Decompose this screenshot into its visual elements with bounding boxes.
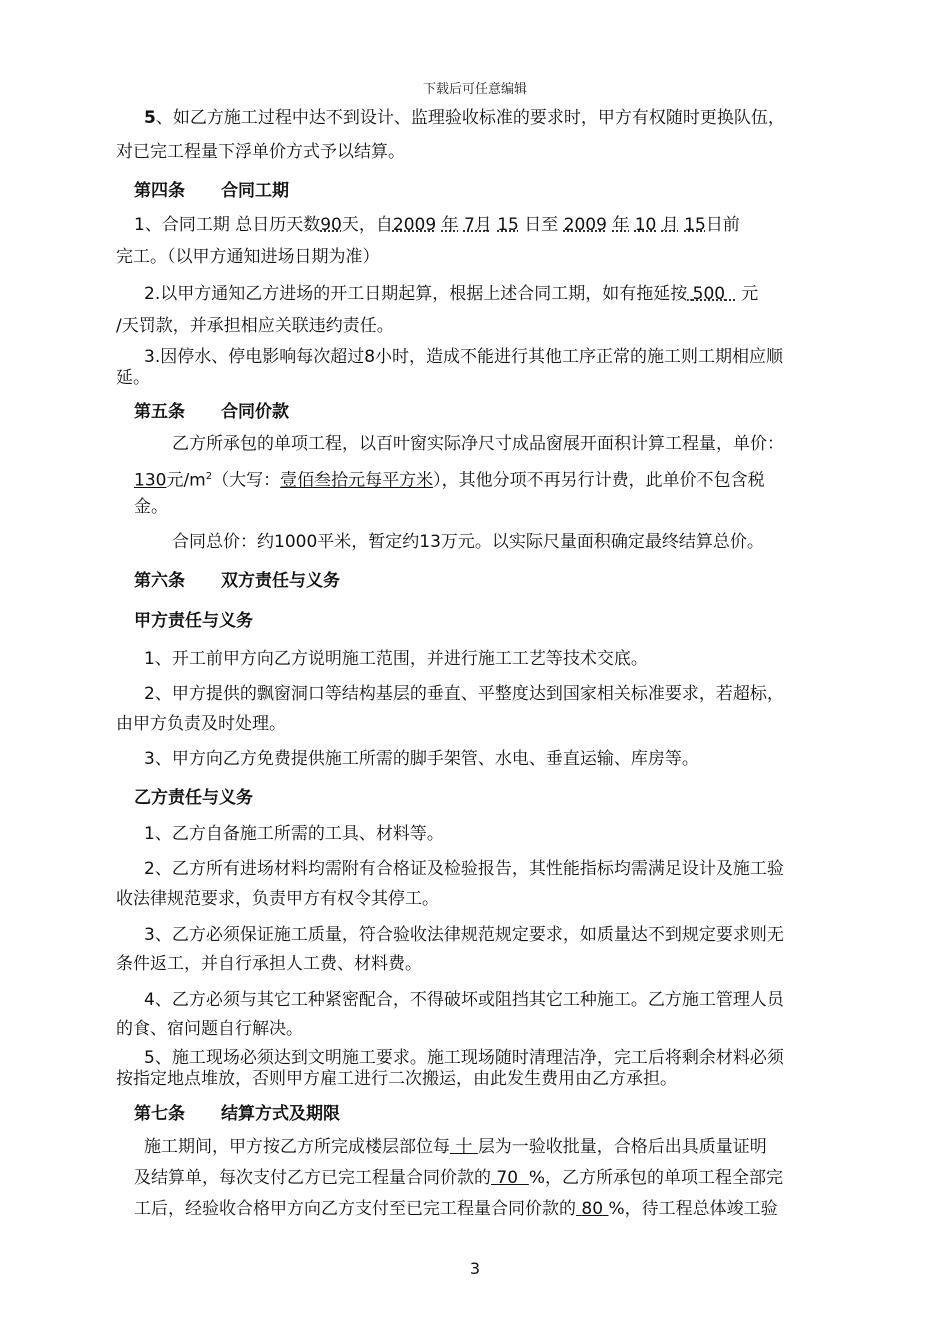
party-b-item-3-line-1: 3、乙方必须保证施工质量，符合验收法律规范规定要求，如质量达不到规定要求则无 <box>144 925 784 945</box>
start-month: 7月 <box>463 215 492 235</box>
payment-percent-1: 70 <box>496 1168 519 1188</box>
clause-5-line-2: 对已完工程量下浮单价方式予以结算。 <box>116 142 405 162</box>
party-b-item-4-line-1: 4、乙方必须与其它工种紧密配合，不得破坏或阻挡其它工种施工。乙方施工管理人员 <box>144 990 784 1010</box>
party-b-item-3-line-2: 条件返工，并自行承担人工费、材料费。 <box>116 954 422 974</box>
art7-line-2: 及结算单，每次支付乙方已完工程量合同价款的 70 %，乙方所承包的单项工程全部完 <box>134 1168 784 1188</box>
clause-5-number: 5 <box>144 108 156 128</box>
party-b-item-1: 1、乙方自备施工所需的工具、材料等。 <box>144 824 444 844</box>
payment-percent-2: 80 <box>581 1199 604 1219</box>
duration-days: 90 <box>320 215 342 235</box>
party-b-subheading: 乙方责任与义务 <box>134 788 253 808</box>
art4-item-2-line-2: /天罚款，并承担相应关联违约责任。 <box>116 316 394 336</box>
art4-item-1-line-1: 1、合同工期 总日历天数90天，自2009 年 7月 15 日至 2009 年 10 月 15日前 <box>134 215 740 235</box>
party-a-subheading: 甲方责任与义务 <box>134 611 253 631</box>
art4-item-1-line-2: 完工。（以甲方通知进场日期为准） <box>116 247 380 267</box>
art4-item-3-line-1: 3.因停水、停电影响每次超过8小时，造成不能进行其他工序正常的施工则工期相应顺 <box>144 347 784 367</box>
floors-per-batch: 十 <box>455 1137 473 1157</box>
art5-para-2: 合同总价：约1000平米，暂定约13万元。以实际尺量面积确定最终结算总价。 <box>172 532 764 552</box>
art4-item-3-line-2: 延。 <box>116 368 150 388</box>
party-b-item-5-line-2: 按指定地点堆放，否则甲方雇工进行二次搬运，由此发生费用由乙方承担。 <box>116 1069 677 1089</box>
art5-para-1-line-3: 金。 <box>134 497 168 517</box>
art5-para-1-line-2: 130元$/m^2$（大写：壹佰叁拾元每平方米），其他分项不再另行计费，此单价不包含税 <box>134 470 765 491</box>
unit-price-chinese: 壹佰叁拾元每平方米 <box>280 470 434 491</box>
art7-line-3: 工后，经验收合格甲方向乙方支付至已完工程量合同价款的 80 %，待工程总体竣工验 <box>134 1199 778 1219</box>
end-year: 2009 <box>563 215 607 235</box>
party-b-item-5-line-1: 5、施工现场必须达到文明施工要求。施工现场随时清理洁净，完工后将剩余材料必须 <box>144 1048 784 1068</box>
art4-item-2-line-1: 2.以甲方通知乙方进场的开工日期起算，根据上述合同工期，如有拖延按 500 元 <box>144 284 759 304</box>
party-b-item-2-line-1: 2、乙方所有进场材料均需附有合格证及检验报告，其性能指标均需满足设计及施工验 <box>144 859 784 879</box>
page-header: 下载后可任意编辑 <box>422 82 527 97</box>
end-day: 15 <box>684 215 706 235</box>
page-number: 3 <box>469 1259 481 1278</box>
article-5-heading: 第五条 合同价款 <box>134 402 289 422</box>
article-7-heading: 第七条 结算方式及期限 <box>134 1104 340 1124</box>
party-b-item-4-line-2: 的食、宿问题自行解决。 <box>116 1019 303 1039</box>
party-a-item-2-line-1: 2、甲方提供的飘窗洞口等结构基层的垂直、平整度达到国家相关标准要求，若超标， <box>144 684 784 704</box>
clause-5-line-1: 5、如乙方施工过程中达不到设计、监理验收标准的要求时，甲方有权随时更换队伍， <box>144 108 785 128</box>
party-a-item-1: 1、开工前甲方向乙方说明施工范围，并进行施工工艺等技术交底。 <box>144 649 648 669</box>
unit-price: 130 <box>134 470 167 491</box>
party-a-item-2-line-2: 由甲方负责及时处理。 <box>116 714 286 734</box>
start-day: 15 <box>497 215 519 235</box>
party-a-item-3: 3、甲方向乙方免费提供施工所需的脚手架管、水电、垂直运输、库房等。 <box>144 749 699 769</box>
article-4-heading: 第四条 合同工期 <box>134 181 289 201</box>
start-year: 2009 <box>392 215 437 235</box>
art5-para-1-line-1: 乙方所承包的单项工程，以百叶窗实际净尺寸成品窗展开面积计算工程量，单价： <box>172 434 784 454</box>
article-6-heading: 第六条 双方责任与义务 <box>134 571 340 591</box>
party-b-item-2-line-2: 收法律规范要求，负责甲方有权令其停工。 <box>116 889 439 909</box>
end-month: 10 <box>634 215 657 235</box>
art7-line-1: 施工期间，甲方按乙方所完成楼层部位每 十 层为一验收批量，合格后出具质量证明 <box>144 1137 767 1157</box>
penalty-amount: 500 <box>692 284 726 304</box>
